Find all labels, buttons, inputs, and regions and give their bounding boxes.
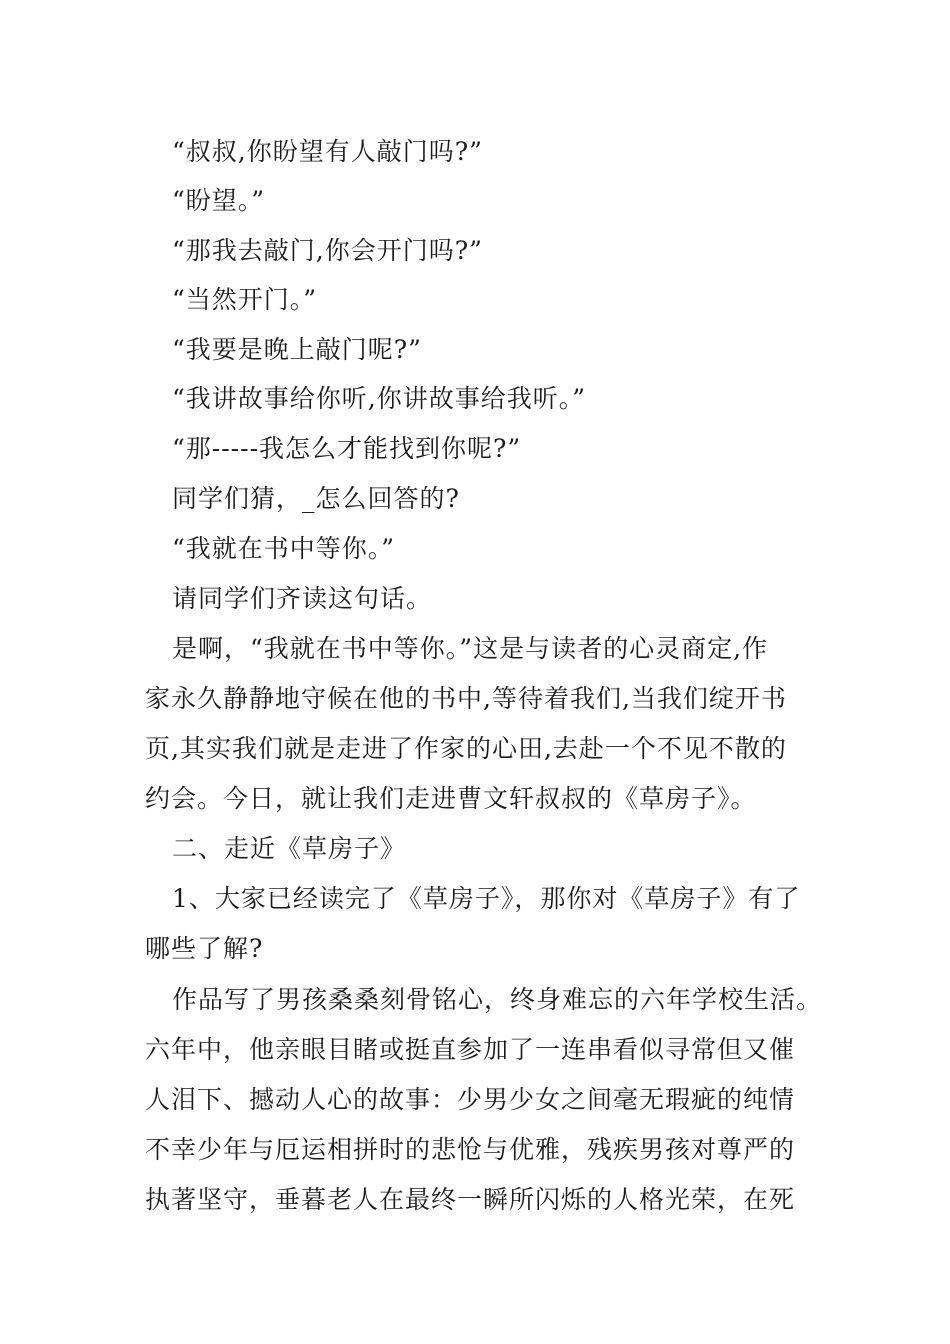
paragraph-line: 不幸少年与厄运相拼时的悲怆与优雅，残疾男孩对尊严的 xyxy=(145,1135,796,1164)
dialogue-line: “盼望。” xyxy=(172,186,266,215)
paragraph-line: 六年中，他亲眼目睹或挺直参加了一连串看似寻常但又催 xyxy=(145,1035,796,1064)
paragraph-line: 约会。今日，就让我们走进曹文轩叔叔的《草房子》。 xyxy=(145,784,757,813)
dialogue-line: “那我去敲门,你会开门吗?” xyxy=(172,236,483,265)
paragraph-line: 执著坚守，垂暮老人在最终一瞬所闪烁的人格光荣，在死 xyxy=(145,1185,796,1214)
dialogue-line: “叔叔,你盼望有人敲门吗?” xyxy=(172,137,483,166)
paragraph-line: 家永久静静地守候在他的书中,等待着我们,当我们绽开书 xyxy=(145,684,787,713)
paragraph-line: 人泪下、撼动人心的故事：少男少女之间毫无瑕疵的纯情 xyxy=(145,1085,796,1114)
dialogue-line: “当然开门。” xyxy=(172,285,318,314)
dialogue-line: “那-----我怎么才能找到你呢?” xyxy=(172,434,522,463)
section-heading: 二、走近《草房子》 xyxy=(172,834,407,863)
paragraph-line: 请同学们齐读这句话。 xyxy=(172,584,433,613)
dialogue-line: “我要是晚上敲门呢?” xyxy=(172,335,422,364)
paragraph-line: 哪些了解? xyxy=(145,934,264,963)
paragraph-line: 页,其实我们就是走进了作家的心田,去赴一个不见不散的 xyxy=(145,734,787,763)
paragraph-line: 作品写了男孩桑桑刻骨铭心，终身难忘的六年学校生活。 xyxy=(172,985,823,1014)
dialogue-line: “我讲故事给你听,你讲故事给我听。” xyxy=(172,384,587,413)
paragraph-line: 同学们猜，_怎么回答的? xyxy=(172,484,460,513)
paragraph-line: 是啊，“我就在书中等你。”这是与读者的心灵商定,作 xyxy=(172,634,769,663)
paragraph-line: 1、大家已经读完了《草房子》，那你对《草房子》有了 xyxy=(172,884,801,913)
dialogue-line: “我就在书中等你。” xyxy=(172,534,396,563)
